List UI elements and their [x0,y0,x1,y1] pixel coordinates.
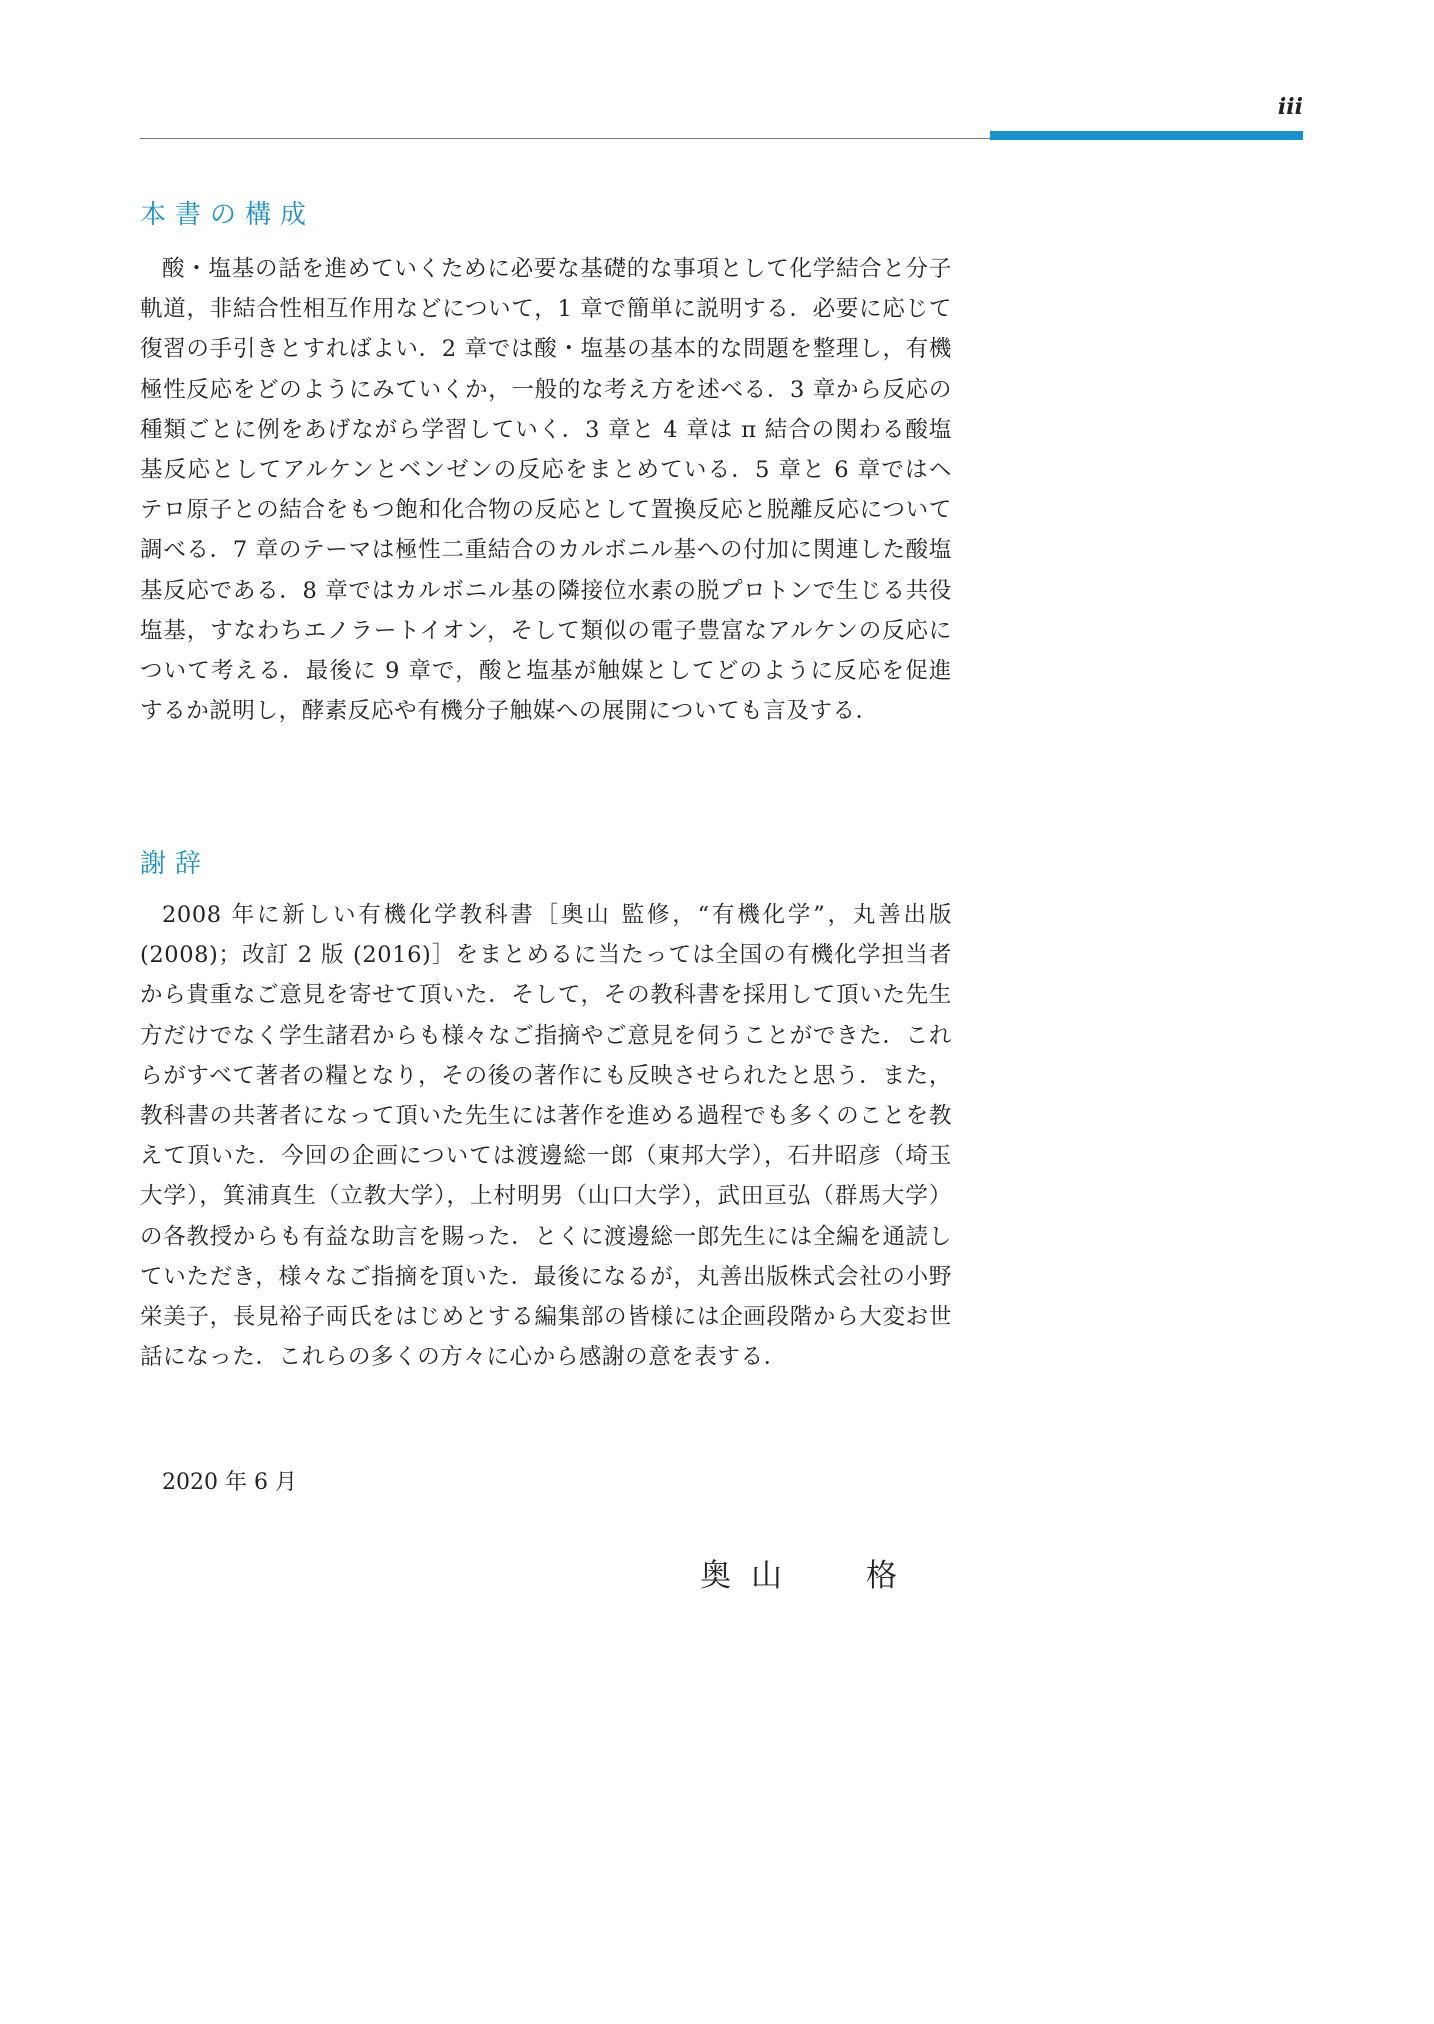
section-body-structure: 酸・塩基の話を進めていくために必要な基礎的な事項として化学結合と分子軌道，非結合性相互作用などについて，1 章で簡単に説明する．必要に応じて復習の手引きとすればよい．2 章では酸・塩基の基本的な問題を整理し，有機極性反応をどのようにみていくか，一般的な考え方を述べる．3 章から反応の種類ごとに例をあげながら学習していく．3 章と 4 章は π 結合の関わる酸塩基反応としてアルケンとベンゼンの反応をまとめている．5 章と 6 章ではヘテロ原子との結合をもつ飽和化合物の反応として置換反応と脱離反応について調べる．7 章のテーマは極性二重結合のカルボニル基への付加に関連した酸塩基反応である．8 章ではカルボニル基の隣接位水素の脱プロトンで生じる共役塩基，すなわちエノラートイオン，そして類似の電子豊富なアルケンの反応について考える．最後に 9 章で，酸と塩基が触媒としてどのように反応を促進するか説明し，酵素反応や有機分子触媒への展開についても言及する． [140,256,952,725]
section-heading-acknowledgments: 謝辞 [140,849,211,879]
header-accent-bar [990,131,1303,140]
signature-author [700,1550,899,1595]
author-name-part: 山 [751,1558,784,1594]
section-body-acknowledgments: 2008 年に新しい有機化学教科書［奥山 監修，“有機化学”，丸善出版 (2008)；改訂 2 版 (2016)］をまとめるに当たっては全国の有機化学担当者から貴重なご意見を寄せて頂いた．そして，その教科書を採用して頂いた先生方だけでなく学生諸君からも様々なご指摘やご意見を伺うことができた．これらがすべて著者の糧となり，その後の著作にも反映させられたと思う．また，教科書の共著者になって頂いた先生には著作を進める過程でも多くのことを教えて頂いた．今回の企画については渡邊総一郎（東邦大学），石井昭彦（埼玉大学），箕浦真生（立教大学），上村明男（山口大学），武田亘弘（群馬大学）の各教授からも有益な助言を賜った．とくに渡邊総一郎先生には全編を通読していただき，様々なご指摘を頂いた．最後になるが，丸善出版株式会社の小野栄美子，長見裕子両氏をはじめとする編集部の皆様には企画段階から大変お世話になった．これらの多くの方々に心から感謝の意を表する． [140,902,952,1371]
page-number: iii [1277,94,1303,120]
section-heading-structure: 本書の構成 [140,200,316,230]
author-name-part: 格 [866,1558,899,1594]
author-name-part: 奥 [700,1558,733,1594]
signature-date: 2020 年 6 月 [162,1470,297,1495]
